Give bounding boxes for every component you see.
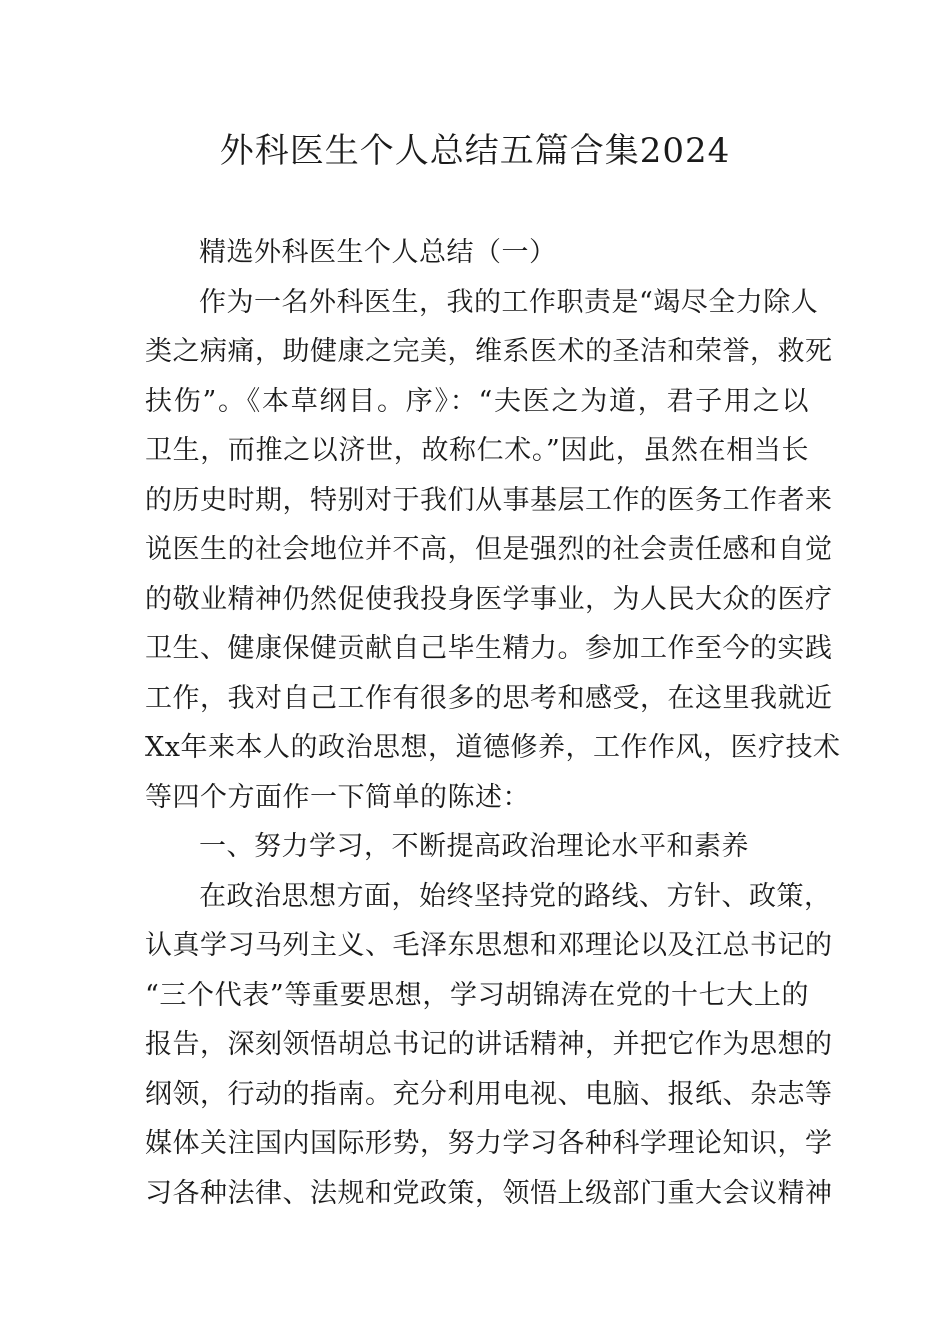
text-line: 等四个方面作一下简单的陈述： xyxy=(145,781,530,813)
text-line: 习各种法律、法规和党政策，领悟上级部门重大会议精神 xyxy=(145,1177,833,1209)
text-line: 类之病痛，助健康之完美，维系医术的圣洁和荣誉，救死 xyxy=(145,336,833,367)
text-line: Xx年来本人的政治思想，道德修养，工作作风，医疗技术 xyxy=(145,732,841,763)
text-line: 工作，我对自己工作有很多的思考和感受，在这里我就近 xyxy=(145,682,833,714)
text-line: 认真学习马列主义、毛泽东思想和邓理论以及江总书记的 xyxy=(145,930,833,961)
text-line: 精选外科医生个人总结（一） xyxy=(199,237,557,268)
document-title: 外科医生个人总结五篇合集2024 xyxy=(219,131,731,171)
text-line: 一、努力学习，不断提高政治理论水平和素养 xyxy=(199,831,749,862)
text-line: 在政治思想方面，始终坚持党的路线、方针、政策， xyxy=(199,880,832,912)
text-line: 说医生的社会地位并不高，但是强烈的社会责任感和自觉 xyxy=(145,534,833,565)
document-body xyxy=(145,228,841,1218)
text-line: 卫生，而推之以济世，故称仁术。”因此，虽然在相当长 xyxy=(145,435,809,466)
text-line: 作为一名外科医生，我的工作职责是“竭尽全力除人 xyxy=(199,286,819,318)
text-line: “三个代表”等重要思想，学习胡锦涛在党的十七大上的 xyxy=(145,979,809,1011)
text-line: 报告，深刻领悟胡总书记的讲话精神，并把它作为思想的 xyxy=(145,1029,833,1060)
text-line: 的历史时期，特别对于我们从事基层工作的医务工作者来 xyxy=(145,484,833,516)
text-line: 媒体关注国内国际形势，努力学习各种科学理论知识，学 xyxy=(145,1128,833,1159)
text-line: 的敬业精神仍然促使我投身医学事业，为人民大众的医疗 xyxy=(145,583,833,615)
text-line: 卫生、健康保健贡献自己毕生精力。参加工作至今的实践 xyxy=(145,633,833,664)
text-line: 扶伤”。《本草纲目。序》：“夫医之为道，君子用之以 xyxy=(145,385,809,417)
text-line: 纲领，行动的指南。充分利用电视、电脑、报纸、杂志等 xyxy=(145,1078,833,1110)
